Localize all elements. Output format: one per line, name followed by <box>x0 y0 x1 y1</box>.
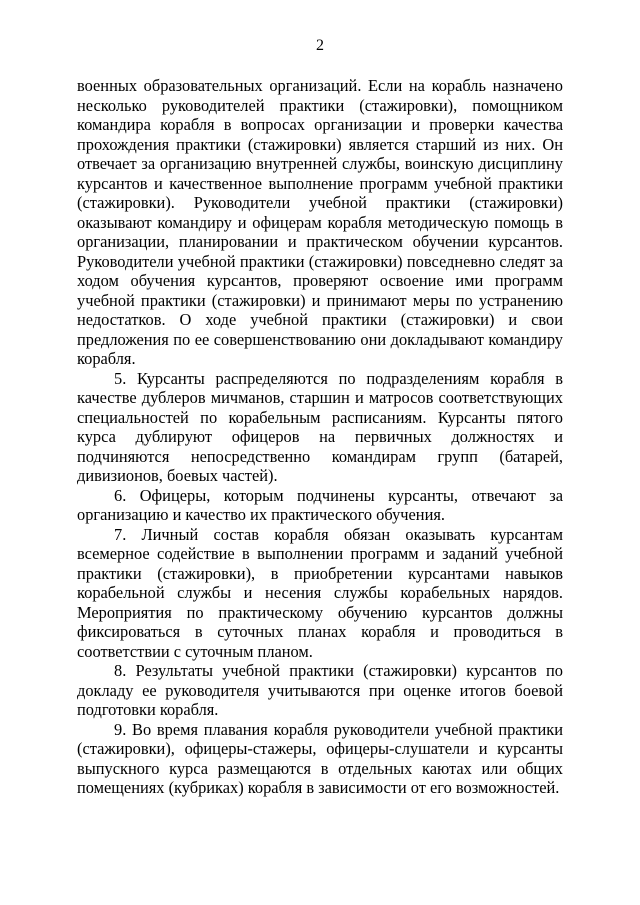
paragraph-continuation: военных образовательных организаций. Если на корабль назначено несколько руководителей практики (стажировки), помощником командира корабля в вопросах организации и проверки качества прохождения практики (стажировки) является старший из них. Он отвечает за организацию внутренней службы, воинскую дисциплину курсантов и качественное выполнение программ учебной практики (стажировки). Руководители учебной практики (стажировки) оказывают командиру и офицерам корабля методическую помощь в организации, планировании и практическом обучении курсантов. Руководители учебной практики (стажировки) повседневно следят за ходом обучения курсантов, проверяют освоение ими программ учебной практики (стажировки) и принимают меры по устранению недостатков. О ходе учебной практики (стажировки) и свои предложения по ее совершенствованию они докладывают командиру корабля. <box>77 76 563 368</box>
paragraph-item-6: 6. Офицеры, которым подчинены курсанты, отвечают за организацию и качество их практического обучения. <box>77 485 563 524</box>
page-number: 2 <box>316 37 324 54</box>
paragraph-item-7: 7. Личный состав корабля обязан оказывать курсантам всемерное содействие в выполнении программ и заданий учебной практики (стажировки), в приобретении курсантами навыков корабельной службы и несения службы корабельных нарядов. Мероприятия по практическому обучению курсантов должны фиксироваться в суточных планах корабля и проводиться в соответствии с суточным планом. <box>77 524 563 661</box>
paragraph-item-9: 9. Во время плавания корабля руководители учебной практики (стажировки), офицеры-стажеры, офицеры-слушатели и курсанты выпускного курса размещаются в отдельных каютах или общих помещениях (кубриках) корабля в зависимости от его возможностей. <box>77 719 563 797</box>
paragraph-item-8: 8. Результаты учебной практики (стажировки) курсантов по докладу ее руководителя учитываются при оценке итогов боевой подготовки корабля. <box>77 661 563 719</box>
paragraph-item-5: 5. Курсанты распределяются по подразделениям корабля в качестве дублеров мичманов, старшин и матросов соответствующих специальностей по корабельным расписаниям. Курсанты пятого курса дублируют офицеров на первичных должностях и подчиняются непосредственно командирам групп (батарей, дивизионов, боевых частей). <box>77 368 563 485</box>
document-body <box>77 76 563 798</box>
